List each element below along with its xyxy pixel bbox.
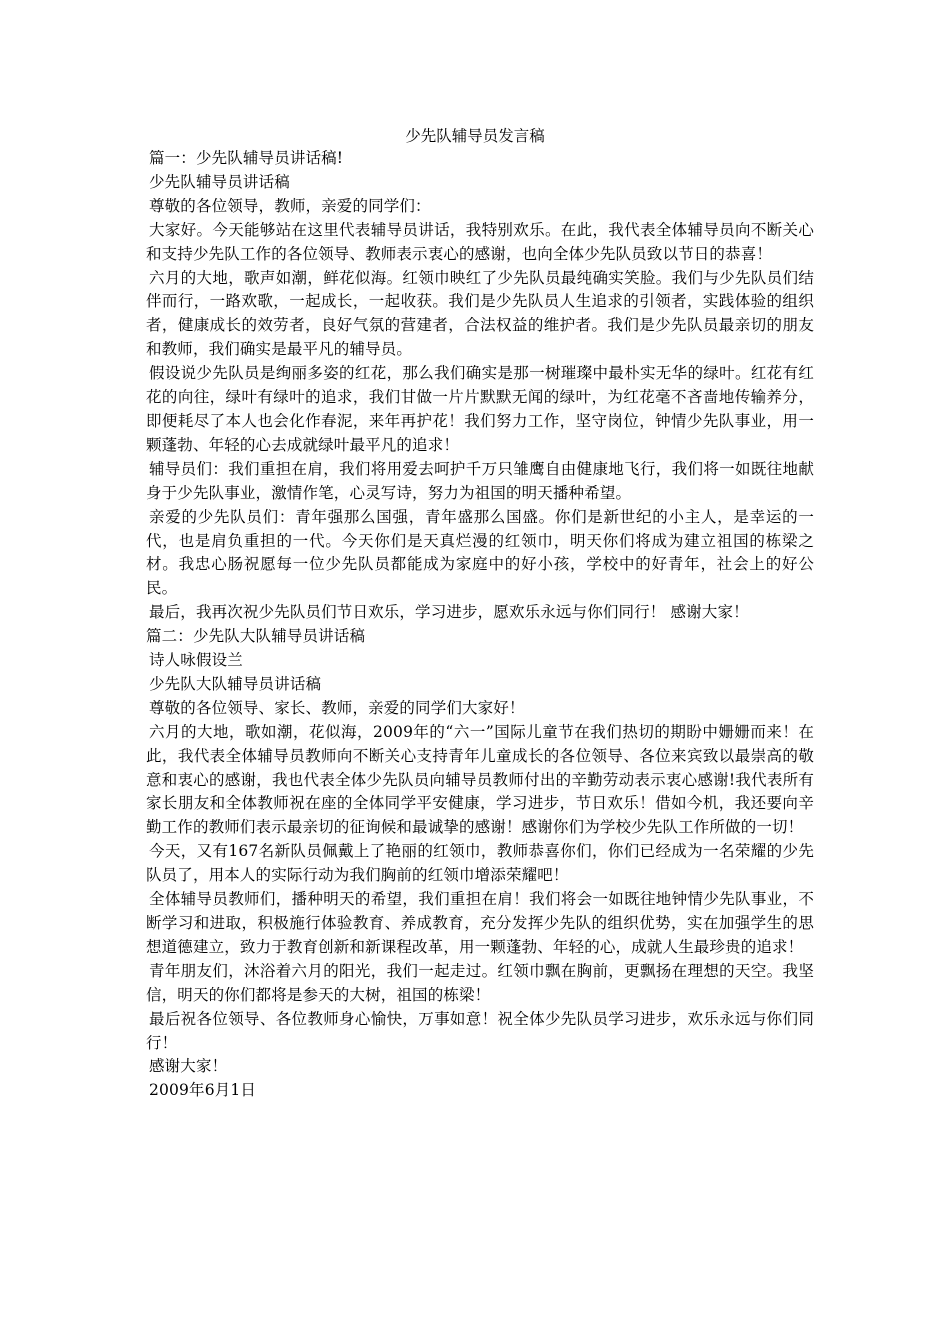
closing-thanks: 感谢大家！ (149, 1057, 228, 1076)
author-line: 诗人咏假设兰 (149, 651, 243, 670)
paragraph: 最后，我再次祝少先队员们节日欢乐，学习进步，愿欢乐永远与你们同行！ 感谢大家！ (149, 603, 749, 622)
document-body (146, 147, 814, 1103)
speech-title-1: 少先队辅导员讲话稿 (149, 172, 290, 191)
paragraph: 六月的大地，歌声如潮，鲜花似海。红领巾映红了少先队员最纯确实笑脸。我们与少先队员们结伴而行，一路欢歌，一起成长，一起收获。我们是少先队员人生追求的引领者，实践体验的组织者，健康成长的效劳者，良好气氛的营建者，合法权益的维护者。我们是少先队员最亲切的朋友和教师，我们确实是最平凡的辅导员。 (146, 268, 814, 359)
paragraph: 全体辅导员教师们，播种明天的希望，我们重担在肩！我们将会一如既往地钟情少先队事业，不断学习和进取，积极施行体验教育、养成教育，充分发挥少先队的组织优势，实在加强学生的思想道德建立，致力于教育创新和新课程改革，用一颗蓬勃、年轻的心，成就人生最珍贵的追求！ (146, 890, 814, 956)
paragraph: 假设说少先队员是绚丽多姿的红花，那么我们确实是那一树璀璨中最朴实无华的绿叶。红花有红花的向往，绿叶有绿叶的追求，我们甘做一片片默默无闻的绿叶，为红花毫不吝啬地传输养分，即便耗尽了本人也会化作春泥，来年再护花！我们努力工作，坚守岗位，钟情少先队事业，用一颗蓬勃、年轻的心去成就绿叶最平凡的追求！ (146, 364, 814, 454)
paragraph: 今天，又有167名新队员佩戴上了艳丽的红领巾，教师恭喜你们，你们已经成为一名荣耀的少先队员了，用本人的实际行动为我们胸前的红领巾增添荣耀吧！ (146, 842, 814, 885)
section-heading-2: 篇二：少先队大队辅导员讲话稿 (146, 627, 366, 646)
section-heading-1: 篇一：少先队辅导员讲话稿! (149, 149, 344, 167)
paragraph: 青年朋友们，沐浴着六月的阳光，我们一起走过。红领巾飘在胸前，更飘扬在理想的天空。我坚信，明天的你们都将是参天的大树，祖国的栋梁！ (146, 961, 814, 1004)
paragraph: 最后祝各位领导、各位教师身心愉快，万事如意！祝全体少先队员学习进步，欢乐永远与你们同行！ (146, 1009, 814, 1052)
salutation-1: 尊敬的各位领导，教师，亲爱的同学们： (149, 196, 431, 215)
document-title: 少先队辅导员发言稿 (405, 127, 545, 145)
paragraph: 亲爱的少先队员们：青年强那么国强，青年盛那么国盛。你们是新世纪的小主人，是幸运的一代，也是肩负重担的一代。今天你们是天真烂漫的红领巾，明天你们将成为建立祖国的栋梁之材。我忠心肠祝愿每一位少先队员都能成为家庭中的好小孩，学校中的好青年，社会上的好公民。 (146, 507, 814, 598)
date-line: 2009年6月1日 (149, 1081, 257, 1100)
paragraph: 辅导员们：我们重担在肩，我们将用爱去呵护千万只雏鹰自由健康地飞行，我们将一如既往地献身于少先队事业，激情作笔，心灵写诗，努力为祖国的明天播种希望。 (146, 459, 814, 502)
speech-title-2: 少先队大队辅导员讲话稿 (149, 674, 322, 693)
paragraph: 大家好。今天能够站在这里代表辅导员讲话，我特别欢乐。在此，我代表全体辅导员向不断关心和支持少先队工作的各位领导、教师表示衷心的感谢，也向全体少先队员致以节日的恭喜！ (146, 220, 814, 263)
paragraph: 六月的大地，歌如潮，花似海，2009年的“六一”国际儿童节在我们热切的期盼中姗姗而来！在此，我代表全体辅导员教师向不断关心支持青年儿童成长的各位领导、各位来宾致以最崇高的敬意和衷心的感谢，我也代表全体少先队员向辅导员教师付出的辛勤劳动表示衷心感谢!我代表所有家长朋友和全体教师祝在座的全体同学平安健康，学习进步，节日欢乐！借如今机，我还要向辛勤工作的教师们表示最亲切的征询候和最诚挚的感谢！感谢你们为学校少先队工作所做的一切！ (146, 722, 814, 837)
salutation-2: 尊敬的各位领导、家长、教师，亲爱的同学们大家好！ (149, 698, 525, 717)
